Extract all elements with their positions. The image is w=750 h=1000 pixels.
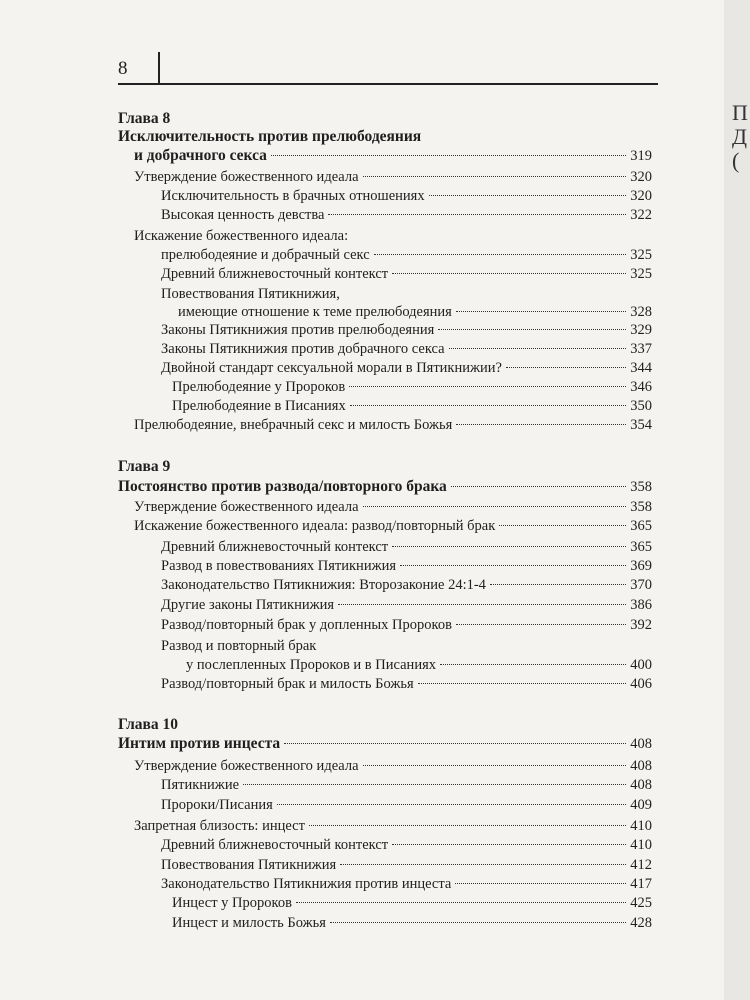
toc-entry	[134, 757, 652, 775]
toc-entry-text: Инцест у Пророков	[172, 895, 292, 911]
toc-entry	[134, 168, 652, 186]
facing-page-glyph: (	[732, 148, 740, 173]
toc-page: 386	[630, 597, 652, 613]
toc-entry-text: Законодательство Пятикнижия против инцеста	[161, 876, 452, 892]
toc-entry-text: Законодательство Пятикнижия: Второзаконие 24:1-4	[161, 577, 486, 593]
toc-entry	[134, 517, 652, 535]
chapter-title: Интим против инцеста	[118, 735, 281, 752]
toc-page: 346	[630, 379, 652, 395]
toc-page: 319	[630, 148, 652, 164]
toc-page: 428	[630, 915, 652, 931]
toc-page: 325	[630, 266, 652, 282]
toc-page: 344	[630, 360, 652, 376]
toc-page: 337	[630, 341, 652, 357]
toc-page: 320	[630, 188, 652, 204]
toc-entry-text: Пророки/Писания	[161, 797, 273, 813]
toc-entry-text: Запретная близость: инцест	[134, 818, 305, 834]
toc-entry	[161, 596, 652, 614]
toc-page: 365	[630, 539, 652, 555]
toc-entry	[172, 894, 652, 912]
chapter-title: Исключительность против прелюбодеяния	[118, 128, 422, 145]
toc-page: 354	[630, 417, 652, 433]
toc-entry-text: Древний ближневосточный контекст	[161, 539, 389, 555]
toc-entry	[172, 397, 652, 415]
toc-entry	[161, 538, 652, 556]
chapter-label: Глава 9	[118, 458, 171, 475]
toc-entry-text: Повествования Пятикнижия	[161, 857, 337, 873]
toc-entry	[161, 265, 652, 283]
chapter-title: Постоянство против развода/повторного брака	[118, 478, 447, 495]
toc-entry	[134, 147, 652, 165]
chapter-label: Глава 10	[118, 716, 179, 733]
toc-entry-text: Развод и повторный брак	[161, 638, 317, 654]
chapter-title-cont: и добрачного секса	[134, 147, 267, 164]
toc-entry	[161, 359, 652, 377]
toc-entry-text: Инцест и милость Божья	[172, 915, 326, 931]
toc-entry	[118, 478, 652, 496]
toc-entry-text: Утверждение божественного идеала	[134, 169, 359, 185]
toc-entry-text: прелюбодеяние и добрачный секс	[161, 247, 370, 263]
toc-page: 408	[630, 777, 652, 793]
toc-page: 370	[630, 577, 652, 593]
toc-entry	[161, 675, 652, 693]
toc-entry	[186, 656, 652, 674]
toc-entry-text: Искажение божественного идеала:	[134, 228, 349, 244]
toc-entry-text: Искажение божественного идеала: развод/повторный брак	[134, 518, 496, 534]
toc-entry-text: Развод/повторный брак и милость Божья	[161, 676, 414, 692]
toc-entry-text: Развод/повторный брак у допленных Пророков	[161, 617, 452, 633]
toc-page: 408	[630, 736, 652, 752]
toc-entry-text: Утверждение божественного идеала	[134, 499, 359, 515]
toc-entry	[134, 416, 652, 434]
toc-page: 320	[630, 169, 652, 185]
toc-entry	[172, 914, 652, 932]
toc-entry-text: Исключительность в брачных отношениях	[161, 188, 425, 204]
toc-page: 369	[630, 558, 652, 574]
facing-page-edge	[724, 0, 750, 1000]
toc-entry	[161, 557, 652, 575]
toc-entry-text: Законы Пятикнижия против добрачного секса	[161, 341, 445, 357]
toc-page: 408	[630, 758, 652, 774]
toc-entry	[161, 836, 652, 854]
toc-entry-text: Древний ближневосточный контекст	[161, 837, 389, 853]
toc-page: 412	[630, 857, 652, 873]
toc-page: 410	[630, 837, 652, 853]
toc-entry	[172, 378, 652, 396]
toc-page: 328	[630, 304, 652, 320]
toc-entry-text: Прелюбодеяние, внебрачный секс и милость Божья	[134, 417, 453, 433]
toc-page: 406	[630, 676, 652, 692]
toc-page: 358	[630, 479, 652, 495]
toc-entry-text: Древний ближневосточный контекст	[161, 266, 389, 282]
toc-entry-text: Утверждение божественного идеала	[134, 758, 359, 774]
toc-entry-text: Пятикнижие	[161, 777, 240, 793]
toc-entry	[161, 856, 652, 874]
toc-entry	[161, 616, 652, 634]
toc-entry-text: имеющие отношение к теме прелюбодеяния	[178, 304, 452, 320]
toc-entry	[161, 796, 652, 814]
toc-page: 400	[630, 657, 652, 673]
toc-entry	[161, 776, 652, 794]
toc-page: 365	[630, 518, 652, 534]
toc-entry	[161, 576, 652, 594]
toc-entry	[161, 321, 652, 339]
toc-entry-text: у послепленных Пророков и в Писаниях	[186, 657, 436, 673]
toc-entry	[161, 187, 652, 205]
toc-page: 329	[630, 322, 652, 338]
toc-entry-text: Развод в повествованиях Пятикнижия	[161, 558, 397, 574]
toc-entry	[134, 498, 652, 516]
toc-entry	[161, 875, 652, 893]
toc-page: 358	[630, 499, 652, 515]
toc-entry-text: Законы Пятикнижия против прелюбодеяния	[161, 322, 435, 338]
page-number: 8	[118, 58, 128, 79]
toc-entry-text: Другие законы Пятикнижия	[161, 597, 335, 613]
toc-entry	[161, 340, 652, 358]
toc-page: 425	[630, 895, 652, 911]
toc-page: 410	[630, 818, 652, 834]
toc-entry	[161, 246, 652, 264]
toc-entry-text: Двойной стандарт сексуальной морали в Пятикнижии?	[161, 360, 502, 376]
toc-page: 417	[630, 876, 652, 892]
toc-entry	[161, 206, 652, 224]
toc-entry-text: Прелюбодеяние у Пророков	[172, 379, 346, 395]
toc-page: 392	[630, 617, 652, 633]
toc-entry-text: Высокая ценность девства	[161, 207, 325, 223]
toc-entry	[134, 817, 652, 835]
toc-page: 409	[630, 797, 652, 813]
toc-entry	[118, 735, 652, 753]
toc-page: 325	[630, 247, 652, 263]
facing-page-glyph: П	[732, 100, 748, 125]
toc-entry-text: Прелюбодеяние в Писаниях	[172, 398, 346, 414]
toc-page: 350	[630, 398, 652, 414]
facing-page-glyph: Д	[732, 124, 748, 149]
chapter-label: Глава 8	[118, 110, 171, 127]
toc-page: 322	[630, 207, 652, 223]
toc-entry	[178, 303, 652, 321]
toc-entry-text: Повествования Пятикнижия,	[161, 286, 340, 302]
